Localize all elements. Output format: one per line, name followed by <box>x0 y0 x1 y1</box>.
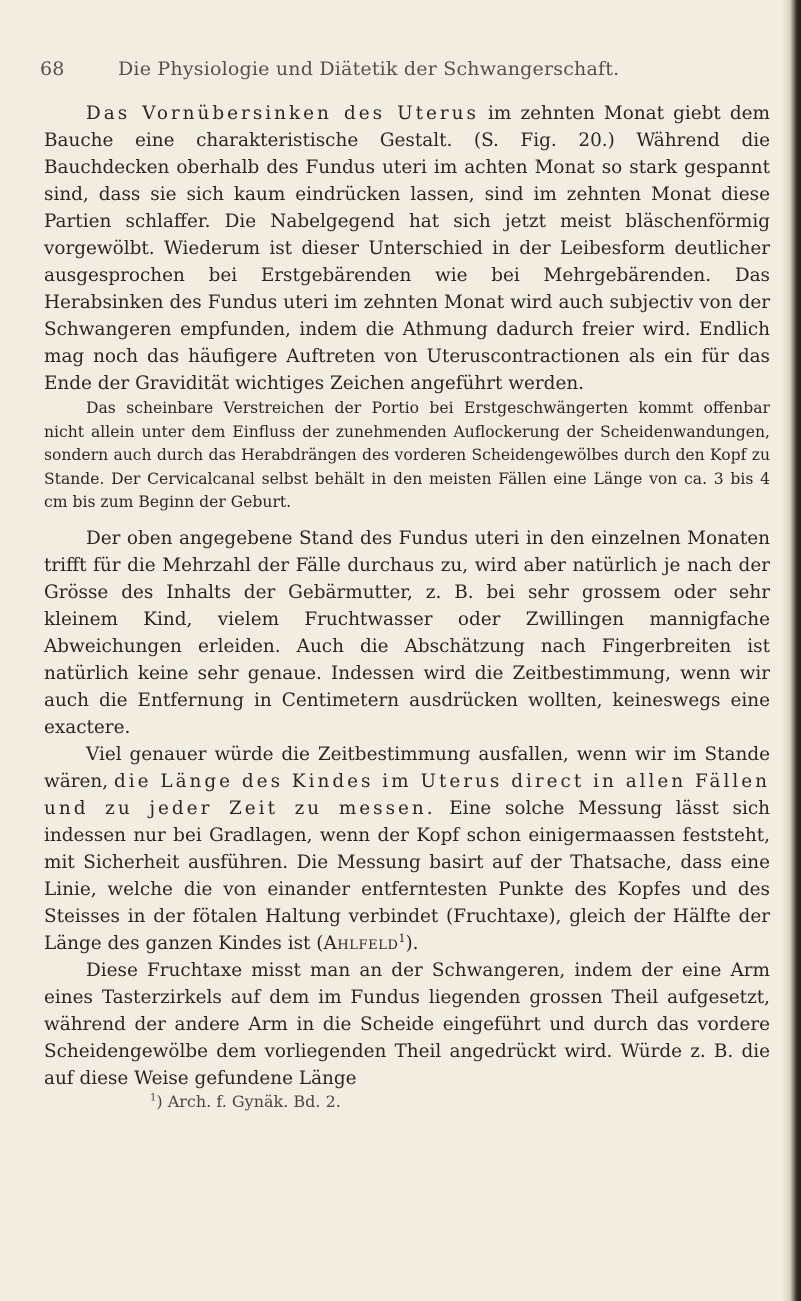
page-number: 68 <box>40 58 65 80</box>
paragraph-fundus-stand: Der oben angegebene Stand des Fundus uteri in den einzelnen Monaten trifft für die Mehrzahl der Fälle durchaus zu, wird aber natürlich je nach der Grösse des Inhalts der Gebärmutter, z. B. bei sehr grossem oder sehr kleinem Kind, vielem Fruchtwasser oder Zwillingen mannigfache Abweichungen erleiden. Auch die Abschätzung nach Fingerbreiten ist natürlich keine sehr genaue. Indessen wird die Zeitbestimmung, wenn wir auch die Entfernung in Centimetern ausdrücken wollten, keineswegs eine exactere. <box>44 527 770 738</box>
paragraph-fruchtaxe: Diese Fruchtaxe misst man an der Schwangeren, indem der eine Arm eines Tasterzirkels auf dem im Fundus liegenden grossen Theil aufgesetzt, während der andere Arm in die Scheide eingeführt und durch das vordere Scheidengewölbe dem vorliegenden Theil angedrückt wird. Würde z. B. die auf diese Weise gefundene Länge <box>44 959 770 1089</box>
paragraph-text: im zehnten Monat giebt dem Bauche eine charakteristische Gestalt. (S. Fig. 20.) Während die Bauchdecken oberhalb des Fundus uteri im achten Monat so stark gespannt sind, dass sie sich kaum eindrücken lassen, sind im zehnten Monat diese Partien schlaffer. Die Nabelgegend hat sich jetzt meist bläschenförmig vorgewölbt. Wiederum ist dieser Unterschied in der Leibesform deutlicher ausgesprochen bei Erstgebärenden wie bei Mehrgebärenden. Das Herabsinken des Fundus uteri im zehnten Monat wird auch subjectiv von der Schwangeren empfunden, indem die Athmung dadurch freier wird. Endlich mag noch das häufigere Auftreten von Uteruscontractionen als ein für das Ende der Gravidität wichtiges Zeichen angeführt werden. <box>44 103 770 394</box>
paragraph-laenge-des-kindes <box>44 741 770 957</box>
footnote-reference: 1 <box>398 931 406 945</box>
paragraph-vornuebersinken <box>44 100 770 397</box>
page-edge-shadow <box>783 0 801 1301</box>
footnote-text: ) Arch. f. Gynäk. Bd. 2. <box>156 1092 341 1111</box>
footnote-mark: 1 <box>150 1092 157 1104</box>
paragraph-text-after: Eine solche Messung lässt sich indessen nur bei Gradlagen, wenn der Kopf schon einigermaassen feststeht, mit Sicherheit ausführen. Die Messung basirt auf der Thatsache, dass eine Linie, welche die von einander entferntesten Punkte des Kopfes und des Steisses in der fötalen Haltung verbindet (Fruchtaxe), gleich der Hälfte der Länge des ganzen Kindes ist ( <box>44 797 770 954</box>
running-title: Die Physiologie und Diätetik der Schwangerschaft. <box>118 58 620 80</box>
paragraph-text-end: ). <box>405 932 419 954</box>
page-header <box>40 58 760 90</box>
paragraph-small-print: Das scheinbare Verstreichen der Portio bei Erstgeschwängerten kommt offenbar nicht allein unter dem Einfluss der zunehmenden Auflockerung der Scheidenwandungen, sondern auch durch das Herabdrängen des vorderen Scheidengewölbes durch den Kopf zu Stande. Der Cervicalcanal selbst behält in den meisten Fällen eine Länge von ca. 3 bis 4 cm bis zum Beginn der Geburt. <box>44 399 770 511</box>
spaced-emphasis: die Länge des Kindes im Uterus direct in allen Fällen und zu jeder Zeit zu messen. <box>44 770 770 819</box>
author-name: Ahlfeld <box>323 932 399 954</box>
footnote <box>150 1092 341 1111</box>
paragraph-text-before: Viel genauer würde die Zeitbestimmung ausfallen, wenn wir im Stande wären, <box>44 743 770 792</box>
body-text <box>44 100 770 1092</box>
spaced-lead: Das Vornübersinken des Uterus <box>86 103 479 124</box>
